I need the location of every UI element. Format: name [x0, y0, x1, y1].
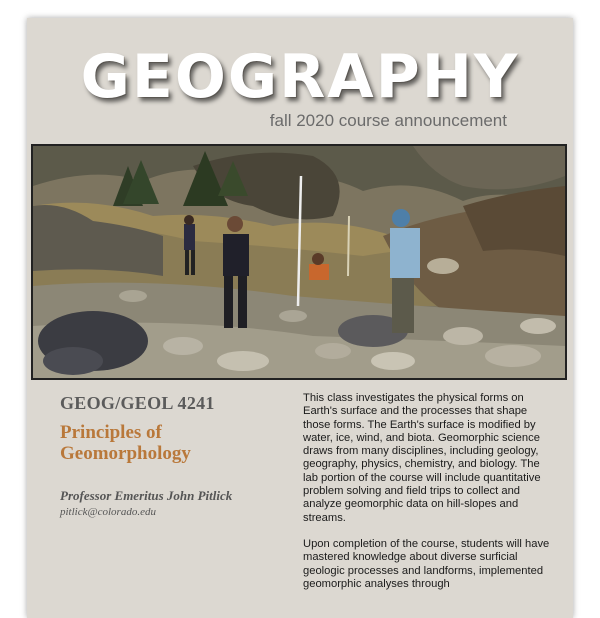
professor-email[interactable]: pitlick@colorado.edu [60, 506, 156, 518]
description-paragraph: This class investigates the physical forms on Earth's surface and the processes that shape those forms. The Earth's surface is modified by water, ice, wind, and biota. Geomorphic science draws from many disciplines, including geology, geography, physics, chemistry, and biology. The lab portion of the course will include quantitative problem solving and field trips to collect and analyze geomorphic data on hill-slopes and streams. [303, 392, 541, 524]
course-title: Principles of Geomorphology [60, 422, 191, 464]
course-description [303, 392, 551, 604]
professor-name: Professor Emeritus John Pitlick [60, 488, 233, 503]
page-title: GEOGRAPHY [80, 42, 520, 112]
announcement-subtitle: fall 2020 course announcement [269, 111, 507, 130]
field-photo [31, 144, 567, 380]
course-number: GEOG/GEOL 4241 [60, 393, 215, 413]
flyer-page [27, 18, 573, 618]
description-paragraph: Upon completion of the course, students will have mastered knowledge about diverse surficial geologic processes and landforms, implemented geomorphic analyses through [303, 537, 550, 590]
